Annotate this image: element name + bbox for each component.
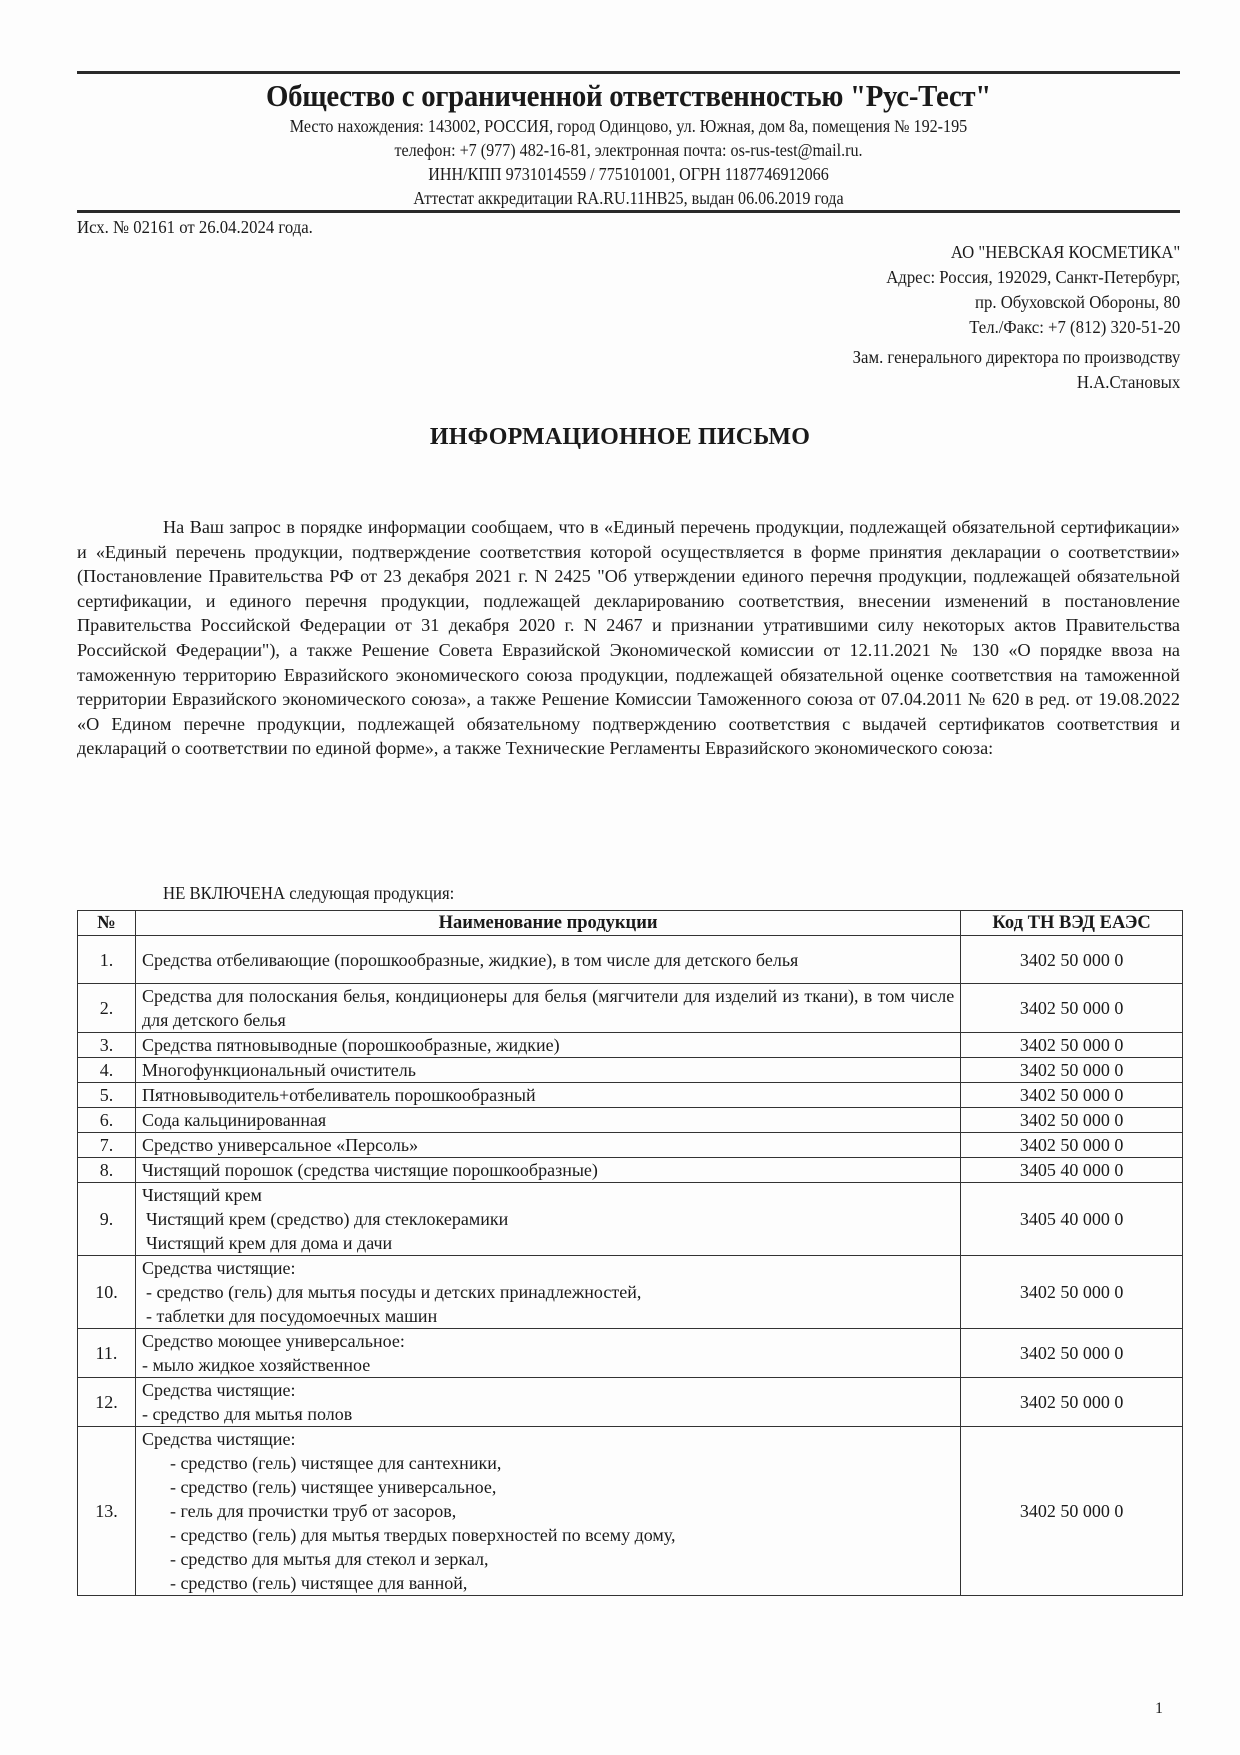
recipient-position: Зам. генерального директора по производству <box>852 347 1180 367</box>
product-name-line: Средства пятновыводные (порошкообразные, жидкие) <box>141 1035 560 1055</box>
tnved-code: 3402 50 000 0 <box>961 936 1183 984</box>
row-number: 3. <box>78 1033 136 1058</box>
product-name-cell <box>135 1183 960 1256</box>
product-name-line: Средства отбеливающие (порошкообразные, жидкие), в том числе для детского белья <box>141 949 799 970</box>
product-name-cell <box>135 1378 960 1427</box>
recipient-address-2: пр. Обуховской Обороны, 80 <box>974 292 1180 312</box>
product-name-line: Чистящий крем (средство) для стеклокерамики <box>145 1209 509 1229</box>
table-row <box>78 1427 1183 1596</box>
product-name-line: - средство для мытья для стекол и зеркал, <box>169 1549 489 1569</box>
product-name-cell <box>135 984 960 1033</box>
header-bottom-rule <box>77 210 1180 213</box>
table-row <box>78 1329 1183 1378</box>
product-name-cell <box>135 936 960 984</box>
body-paragraph: На Ваш запрос в порядке информации сообщаем, что в «Единый перечень продукции, подлежащей обязательной сертификации» и «Единый перечень продукции, подтверждение соответствия которой осуществляется в форме принятия декларации о соответствии» (Постановление Правительства РФ от 23 декабря 2021 г. N 2425 "Об утверждении единого перечня продукции, подлежащей обязательной сертификации, и единого перечня продукции, подлежащей декларированию соответствия, внесении изменений в постановление Правительства Российской Федерации от 31 декабря 2020 г. N 2467 и признании утратившими силу некоторых актов Правительства Российской Федерации"), а также Решение Совета Евразийской Экономической комиссии от 12.11.2021 № 130 «О порядке ввоза на таможенную территорию Евразийского экономического союза продукции, подлежащей обязательной оценке соответствия на таможенной территории Евразийского экономического союза», а также Решение Комиссии Таможенного союза от 07.04.2011 № 620 в ред. от 19.08.2022 «О Едином перечне продукции, подлежащей обязательному подтверждению соответствия с выдачей сертификатов соответствия и деклараций о соответствии по единой форме», а также Технические Регламенты Евразийского экономического союза: <box>77 517 1180 759</box>
product-name-line: - гель для прочистки труб от засоров, <box>169 1501 457 1521</box>
table-body <box>78 936 1183 1596</box>
product-name-line: Чистящий порошок (средства чистящие порошкообразные) <box>141 1160 598 1180</box>
row-number: 4. <box>78 1058 136 1083</box>
tnved-code: 3402 50 000 0 <box>961 1256 1183 1329</box>
product-name-cell <box>135 1058 960 1083</box>
row-number: 12. <box>78 1378 136 1427</box>
product-name-line: - средство (гель) чистящее для сантехники, <box>169 1453 502 1473</box>
table-row <box>78 984 1183 1033</box>
product-name-line: Средство универсальное «Персоль» <box>141 1135 419 1155</box>
recipient-name: Н.А.Становых <box>1076 372 1180 392</box>
header-product-name: Наименование продукции <box>135 911 960 936</box>
product-name-line: Пятновыводитель+отбеливатель порошкообразный <box>141 1085 536 1105</box>
product-name-cell <box>135 1083 960 1108</box>
not-included-label: НЕ ВКЛЮЧЕНА следующая продукция: <box>163 883 455 903</box>
company-accreditation: Аттестат аккредитации RA.RU.11HB25, выдан 06.06.2019 года <box>413 188 844 208</box>
table-row <box>78 1183 1183 1256</box>
company-name: Общество с ограниченной ответственностью "Рус-Тест" <box>265 78 991 113</box>
products-table <box>77 910 1183 1596</box>
product-name-line: Средство моющее универсальное: <box>141 1331 405 1351</box>
table-row <box>78 1378 1183 1427</box>
recipient-phone: Тел./Факс: +7 (812) 320-51-20 <box>968 317 1180 337</box>
recipient-block <box>828 240 1180 395</box>
product-name-line: Чистящий крем <box>141 1185 262 1205</box>
row-number: 10. <box>78 1256 136 1329</box>
product-name-cell <box>135 1427 960 1596</box>
product-name-line: Многофункциональный очиститель <box>141 1060 416 1080</box>
table-row <box>78 1108 1183 1133</box>
table-row <box>78 1133 1183 1158</box>
recipient-org: АО "НЕВСКАЯ КОСМЕТИКА" <box>950 242 1180 262</box>
document-title: ИНФОРМАЦИОННОЕ ПИСЬМО <box>429 424 811 450</box>
product-name-line: Сода кальцинированная <box>141 1110 327 1130</box>
tnved-code: 3402 50 000 0 <box>961 1133 1183 1158</box>
row-number: 8. <box>78 1158 136 1183</box>
product-name-line: - средство (гель) для мытья твердых поверхностей по всему дому, <box>169 1525 676 1545</box>
tnved-code: 3402 50 000 0 <box>961 1427 1183 1596</box>
product-name-cell <box>135 1133 960 1158</box>
tnved-code: 3402 50 000 0 <box>961 1058 1183 1083</box>
tnved-code: 3405 40 000 0 <box>961 1158 1183 1183</box>
table-row <box>78 1033 1183 1058</box>
row-number: 11. <box>78 1329 136 1378</box>
header-tnved-code: Код ТН ВЭД ЕАЭС <box>961 911 1183 936</box>
page-number: 1 <box>1155 1700 1163 1717</box>
tnved-code: 3402 50 000 0 <box>961 1033 1183 1058</box>
table-header-row <box>78 911 1183 936</box>
product-name-cell <box>135 1329 960 1378</box>
table-row <box>78 936 1183 984</box>
tnved-code: 3402 50 000 0 <box>961 1329 1183 1378</box>
product-name-cell <box>135 1108 960 1133</box>
row-number: 2. <box>78 984 136 1033</box>
product-name-cell <box>135 1256 960 1329</box>
product-name-line: Чистящий крем для дома и дачи <box>145 1233 393 1253</box>
product-name-cell <box>135 1033 960 1058</box>
product-name-line: Средства чистящие: <box>141 1258 296 1278</box>
row-number: 1. <box>78 936 136 984</box>
company-tax-ids: ИНН/КПП 9731014559 / 775101001, ОГРН 1187746912066 <box>428 164 829 184</box>
table-row <box>78 1158 1183 1183</box>
product-name-line: - средство (гель) чистящее универсальное, <box>169 1477 497 1497</box>
outgoing-reference: Исх. № 02161 от 26.04.2024 года. <box>77 217 313 237</box>
table-row <box>78 1256 1183 1329</box>
header-top-rule <box>77 71 1180 74</box>
product-name-line: - средство (гель) чистящее для ванной, <box>169 1573 468 1593</box>
recipient-address-1: Адрес: Россия, 192029, Санкт-Петербург, <box>885 267 1180 287</box>
row-number: 5. <box>78 1083 136 1108</box>
company-address: Место нахождения: 143002, РОССИЯ, город Одинцово, ул. Южная, дом 8а, помещения № 192-195 <box>289 116 968 136</box>
company-contacts: телефон: +7 (977) 482-16-81, электронная почта: os-rus-test@mail.ru. <box>394 140 863 160</box>
product-name-line: Средства чистящие: <box>141 1380 296 1400</box>
row-number: 9. <box>78 1183 136 1256</box>
product-name-line: - мыло жидкое хозяйственное <box>141 1355 371 1375</box>
product-name-line: Средства для полоскания белья, кондиционеры для белья (мягчители для изделий из ткани), в том числе для детского белья <box>141 986 955 1030</box>
product-name-line: Средства чистящие: <box>141 1429 296 1449</box>
tnved-code: 3402 50 000 0 <box>961 1378 1183 1427</box>
table-row <box>78 1058 1183 1083</box>
row-number: 13. <box>78 1427 136 1596</box>
tnved-code: 3402 50 000 0 <box>961 984 1183 1033</box>
row-number: 6. <box>78 1108 136 1133</box>
table-row <box>78 1083 1183 1108</box>
tnved-code: 3405 40 000 0 <box>961 1183 1183 1256</box>
product-name-line: - средство (гель) для мытья посуды и детских принадлежностей, <box>145 1282 642 1302</box>
header-number: № <box>78 911 136 936</box>
tnved-code: 3402 50 000 0 <box>961 1083 1183 1108</box>
product-name-cell <box>135 1158 960 1183</box>
product-name-line: - средство для мытья полов <box>141 1404 353 1424</box>
row-number: 7. <box>78 1133 136 1158</box>
tnved-code: 3402 50 000 0 <box>961 1108 1183 1133</box>
product-name-line: - таблетки для посудомоечных машин <box>145 1306 438 1326</box>
